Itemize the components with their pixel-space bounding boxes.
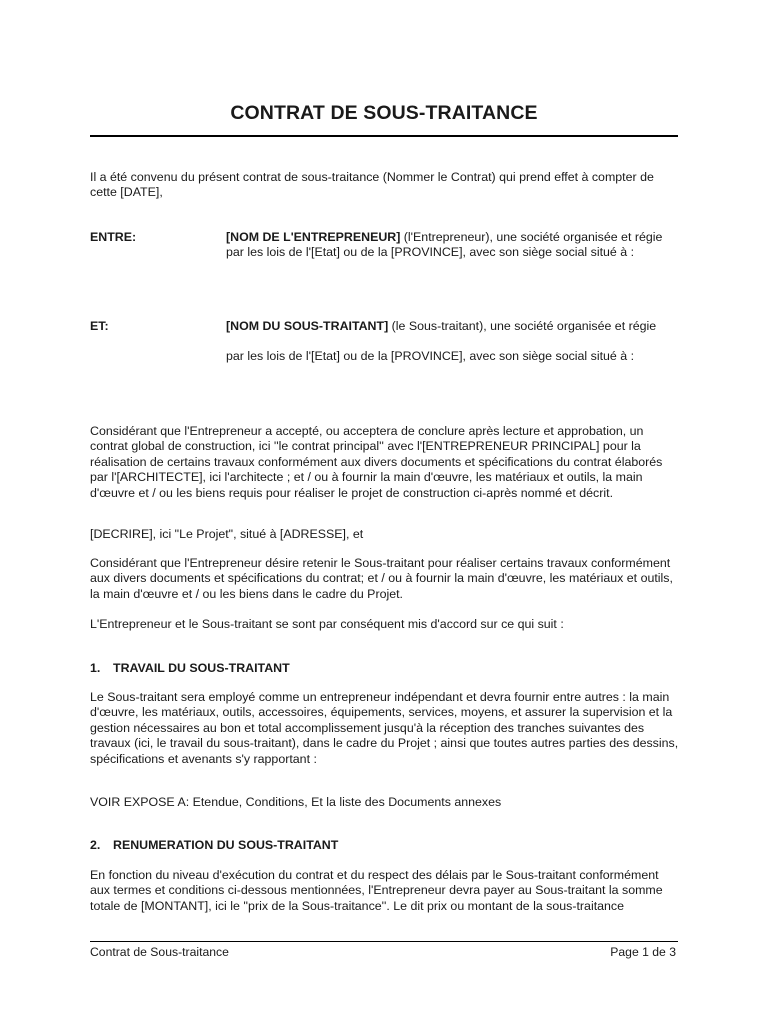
recital-paragraph-2: Considérant que l'Entrepreneur désire retenir le Sous-traitant pour réaliser certains travaux conformément aux divers documents et spécifications du contrat; et / ou à fournir la main d'œuvre, les matériaux et outils, la main d'œuvre et / ou les biens dans le cadre du Projet.: [90, 556, 673, 601]
party-subcontractor: [226, 319, 676, 334]
section-1-heading: [90, 661, 290, 676]
footer-page-number: Page 1 de 3: [610, 945, 676, 959]
party-subcontractor-name: [NOM DU SOUS-TRAITANT]: [226, 319, 389, 333]
footer-document-name: Contrat de Sous-traitance: [90, 945, 229, 959]
intro-paragraph: Il a été convenu du présent contrat de sous-traitance (Nommer le Contrat) qui prend effet à compter de cette [DATE],: [90, 170, 654, 200]
section-2-heading: [90, 838, 338, 853]
party-subcontractor-desc: (le Sous-traitant), une société organisée et régie: [388, 319, 657, 333]
title-divider: [90, 135, 678, 137]
section-2-number: 2.: [90, 838, 101, 852]
party-subcontractor-address: par les lois de l'[Etat] ou de la [PROVINCE], avec son siège social situé à :: [226, 349, 635, 363]
section-2-title: RENUMERATION DU SOUS-TRAITANT: [113, 838, 339, 852]
section-1-number: 1.: [90, 661, 101, 675]
party-label-entre: ENTRE:: [90, 230, 137, 244]
document-title: CONTRAT DE SOUS-TRAITANCE: [230, 102, 538, 124]
project-line: [DECRIRE], ici "Le Projet", situé à [ADRESSE], et: [90, 527, 364, 541]
agreement-line: L'Entrepreneur et le Sous-traitant se sont par conséquent mis d'accord sur ce qui suit :: [90, 617, 564, 631]
party-entrepreneur: [226, 230, 676, 261]
footer-divider: [90, 941, 678, 942]
party-entrepreneur-desc: (l'Entrepreneur), une société organisée et régie: [400, 230, 663, 244]
section-1-note: VOIR EXPOSE A: Etendue, Conditions, Et la liste des Documents annexes: [90, 795, 502, 809]
section-1-body: Le Sous-traitant sera employé comme un entrepreneur indépendant et devra fournir entre autres : la main d'œuvre, les matériaux, outils, accessoires, équipements, services, moyens, et assurer la supervision et la gestion nécessaires au bon et total accomplissement jusqu'à la réception des tranches suivantes des travaux (ici, le travail du sous-traitant), dans le cadre du Projet ; ainsi que toutes autres parties des dessins, spécifications et avenants s'y rapportant :: [90, 690, 679, 766]
section-2-body: En fonction du niveau d'exécution du contrat et du respect des délais par le Sous-traitant conformément aux termes et conditions ci-dessous mentionnées, l'Entrepreneur devra payer au Sous-traitant la somme totale de [MONTANT], ici le ''prix de la Sous-traitance''. Le dit prix ou montant de la sous-traitance: [90, 868, 663, 913]
recital-paragraph-1: Considérant que l'Entrepreneur a accepté, ou acceptera de conclure après lecture et approbation, un contrat global de construction, ici ''le contrat principal'' avec l'[ENTREPRENEUR PRINCIPAL] pour la réalisation de certains travaux conformément aux divers documents et spécifications du contrat élaborés par l'[ARCHITECTE], ici l'architecte ; et / ou à fournir la main d'œuvre, les matériaux et outils, la main d'œuvre et / ou les biens requis pour réaliser le projet de construction ci-après nommé et décrit.: [90, 424, 663, 500]
section-1-title: TRAVAIL DU SOUS-TRAITANT: [113, 661, 290, 675]
party-entrepreneur-address: par les lois de l'[Etat] ou de la [PROVINCE], avec son siège social situé à :: [226, 245, 635, 260]
party-entrepreneur-name: [NOM DE L'ENTREPRENEUR]: [226, 230, 401, 244]
party-label-et: ET:: [90, 319, 109, 333]
